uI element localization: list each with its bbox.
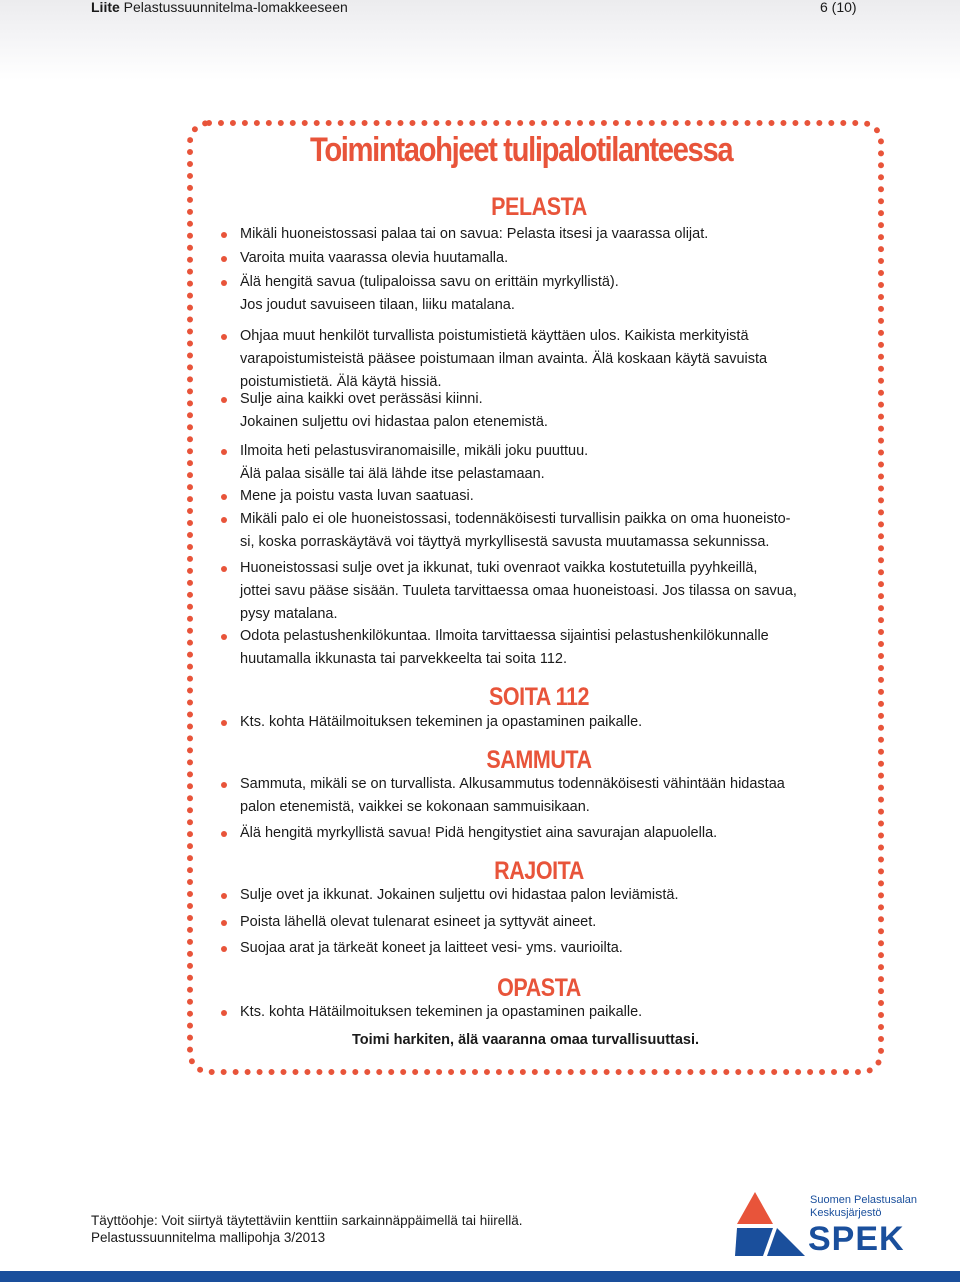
list-item [240, 911, 865, 934]
item-line: Sulje ovet ja ikkunat. Jokainen suljettu ovi hidastaa palon leviämistä. [240, 887, 679, 903]
item-line: Kts. kohta Hätäilmoituksen tekeminen ja opastaminen paikalle. [240, 714, 643, 730]
logo-org-name [810, 1194, 917, 1220]
bullet-icon [221, 782, 227, 788]
bottom-bar [0, 1271, 960, 1282]
item-line: Odota pelastushenkilökuntaa. Ilmoita tarvittaessa sijaintisi pelastushenkilökunnalle [240, 628, 769, 644]
logo-triangle-blue [735, 1228, 773, 1256]
logo-org-line2: Keskusjärjestö [810, 1207, 882, 1219]
item-line: varapoistumisteistä pääsee poistumaan ilman avainta. Älä koskaan käytä savuista [240, 351, 768, 367]
list-item [240, 937, 865, 960]
bullet-icon [221, 280, 227, 286]
item-line: Älä hengitä myrkyllistä savua! Pidä hengitystiet aina savurajan alapuolella. [240, 825, 718, 841]
final-note: Toimi harkiten, älä vaaranna omaa turvallisuuttasi. [352, 1032, 700, 1048]
item-line: Mikäli huoneistossasi palaa tai on savua: Pelasta itsesi ja vaarassa olijat. [240, 226, 709, 242]
list-item [240, 822, 865, 845]
bullet-icon [221, 946, 227, 952]
list-item [240, 557, 865, 626]
bullet-icon [221, 397, 227, 403]
list-item [240, 625, 865, 671]
item-line: Ohjaa muut henkilöt turvallista poistumistietä käyttäen ulos. Kaikista merkityistä [240, 328, 749, 344]
page-number: 6 (10) [820, 0, 857, 15]
header-title [91, 0, 348, 14]
list-item [240, 773, 865, 819]
list-item [240, 247, 865, 270]
list-item [240, 485, 865, 508]
section-heading-soita: SOITA 112 [488, 683, 590, 711]
item-line: Mene ja poistu vasta luvan saatuasi. [240, 488, 474, 504]
item-line: Suojaa arat ja tärkeät koneet ja laitteet vesi- yms. vaurioilta. [240, 940, 623, 956]
logo-triangle-blue-2 [767, 1228, 805, 1256]
item-line: jottei savu pääse sisään. Tuuleta tarvittaessa omaa huoneistoasi. Jos tilassa on savua, [240, 583, 797, 599]
item-line: Sulje aina kaikki ovet perässäsi kiinni. [240, 391, 483, 407]
item-line: Poista lähellä olevat tulenarat esineet ja syttyvät aineet. [240, 914, 597, 930]
item-line: pysy matalana. [240, 606, 338, 622]
list-item [240, 271, 865, 317]
bullet-icon [221, 449, 227, 455]
item-line: Älä hengitä savua (tulipaloissa savu on erittäin myrkyllistä). [240, 274, 619, 290]
bullet-icon [221, 256, 227, 262]
bullet-icon [221, 517, 227, 523]
item-line: Älä palaa sisälle tai älä lähde itse pelastamaan. [240, 466, 545, 482]
bullet-icon [221, 634, 227, 640]
item-line: Varoita muita vaarassa olevia huutamalla. [240, 250, 509, 266]
section-heading-rajoita: RAJOITA [494, 857, 584, 885]
bullet-icon [221, 893, 227, 899]
bullet-icon [221, 566, 227, 572]
bullet-icon [221, 920, 227, 926]
list-item [240, 508, 865, 554]
footer-template: Pelastussuunnitelma mallipohja 3/2013 [91, 1230, 326, 1245]
list-item [240, 440, 865, 486]
bullet-icon [221, 232, 227, 238]
item-line: si, koska porraskäytävä voi täyttyä myrkyllisestä savusta muutamassa sekunnissa. [240, 534, 770, 550]
logo-triangle-orange [737, 1192, 773, 1224]
list-item [240, 711, 865, 734]
section-heading-pelasta: PELASTA [491, 193, 587, 221]
item-line: Sammuta, mikäli se on turvallista. Alkusammutus todennäköisesti vähintään hidastaa [240, 776, 785, 792]
list-item [240, 388, 865, 434]
list-item [240, 223, 865, 246]
logo-org-line1: Suomen Pelastusalan [810, 1194, 918, 1206]
bullet-icon [221, 1010, 227, 1016]
item-line: Jos joudut savuiseen tilaan, liiku matalana. [240, 297, 515, 313]
item-line: huutamalla ikkunasta tai parvekkeelta tai soita 112. [240, 651, 567, 667]
item-line: Jokainen suljettu ovi hidastaa palon etenemistä. [240, 414, 548, 430]
bullet-icon [221, 831, 227, 837]
item-line: Mikäli palo ei ole huoneistossasi, todennäköisesti turvallisin paikka on oma huoneisto- [240, 511, 791, 527]
list-item [240, 1001, 865, 1024]
item-line: poistumistietä. Älä käytä hissiä. [240, 374, 442, 390]
header-doc-title: Pelastussuunnitelma-lomakkeeseen [123, 0, 348, 15]
bullet-icon [221, 494, 227, 500]
logo-wordmark: SPEK [808, 1220, 905, 1258]
bullet-icon [221, 720, 227, 726]
page-title: Toimintaohjeet tulipalotilanteessa [310, 131, 733, 169]
section-heading-sammuta: SAMMUTA [486, 746, 592, 774]
item-line: palon etenemistä, vaikkei se kokonaan sammuisikaan. [240, 799, 590, 815]
list-item [240, 884, 865, 907]
footer-instructions: Täyttöohje: Voit siirtyä täytettäviin kenttiin sarkainnäppäimellä tai hiirellä. [91, 1213, 523, 1228]
section-heading-opasta: OPASTA [497, 974, 581, 1002]
header-doc-label: Liite [91, 0, 120, 15]
item-line: Kts. kohta Hätäilmoituksen tekeminen ja opastaminen paikalle. [240, 1004, 643, 1020]
list-item [240, 325, 865, 394]
bullet-icon [221, 334, 227, 340]
item-line: Ilmoita heti pelastusviranomaisille, mikäli joku puuttuu. [240, 443, 589, 459]
item-line: Huoneistossasi sulje ovet ja ikkunat, tuki ovenraot vaikka kostutetuilla pyyhkeillä, [240, 560, 758, 576]
